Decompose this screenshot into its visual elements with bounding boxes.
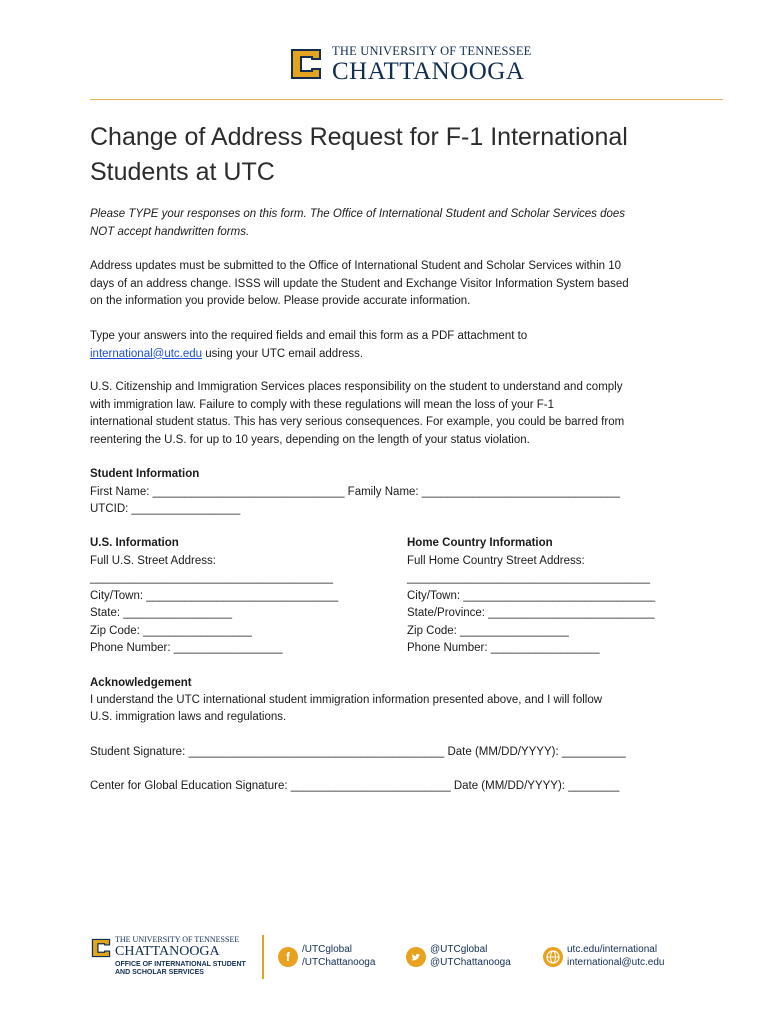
us-street-field[interactable]: ______________________________________ <box>90 572 334 584</box>
email-link[interactable]: international@utc.edu <box>90 347 203 360</box>
student-info-heading: Student Information <box>90 468 200 480</box>
ack-text-2: U.S. immigration laws and regulations. <box>90 711 287 723</box>
student-signature-field[interactable]: Student Signature: ________________________________________ Date (MM/DD/YYYY): __________ <box>90 746 626 758</box>
globe-icon <box>543 947 563 967</box>
us-city-field[interactable]: City/Town: ______________________________ <box>90 590 339 602</box>
name-fields[interactable]: First Name: ______________________________ Family Name: _______________________________ <box>90 486 621 498</box>
footer-logo-chattanooga: CHATTANOOGA <box>115 944 220 959</box>
us-phone-field[interactable]: Phone Number: _________________ <box>90 642 283 654</box>
page-title: Change of Address Request for F-1 International Students at UTC <box>90 123 628 186</box>
home-phone-field[interactable]: Phone Number: _________________ <box>407 642 600 654</box>
footer-divider <box>262 935 264 979</box>
ack-text-1: I understand the UTC international student immigration information presented above, and I will follow <box>90 694 603 706</box>
utc-c-logo-icon <box>288 46 324 82</box>
logo-university-text: THE UNIVERSITY OF TENNESSEE <box>332 44 532 58</box>
logo-chattanooga-text: CHATTANOOGA <box>332 58 525 85</box>
footer-logo-office: OFFICE OF INTERNATIONAL STUDENT AND SCHOLAR SERVICES <box>115 961 246 976</box>
home-info-heading: Home Country Information <box>407 537 553 549</box>
us-state-field[interactable]: State: _________________ <box>90 607 232 619</box>
footer-logo-university: THE UNIVERSITY OF TENNESSEE <box>115 935 240 944</box>
utcid-field[interactable]: UTCID: _________________ <box>90 503 241 515</box>
footer-utc-c-logo-icon <box>90 937 112 959</box>
utc-logo <box>288 44 538 86</box>
header-divider <box>90 99 723 100</box>
paragraph-deadline: Address updates must be submitted to the Office of International Student and Scholar Services within 10 days of an address change. ISSS will update the Student and Exchange Visitor Information System based on the information you provide below. Please provide accurate information. <box>90 260 629 307</box>
paragraph-instructions: Type your answers into the required fields and email this form as a PDF attachment to international@utc.edu using your UTC email address. <box>90 330 528 360</box>
facebook-icon: f <box>278 947 298 967</box>
us-street-label: Full U.S. Street Address: <box>90 555 216 567</box>
intro-notice: Please TYPE your responses on this form. The Office of International Student and Scholar Services does NOT accept handwritten forms. <box>90 208 626 238</box>
home-street-label: Full Home Country Street Address: <box>407 555 585 567</box>
home-zip-field[interactable]: Zip Code: _________________ <box>407 625 569 637</box>
us-zip-field[interactable]: Zip Code: _________________ <box>90 625 252 637</box>
paragraph-warning: U.S. Citizenship and Immigration Services places responsibility on the student to understand and comply with immigration law. Failure to comply with these regulations will mean the loss of your F-1 international student status. This has very serious consequences. For example, you could be barred from reentering the U.S. for up to 10 years, depending on the length of your status violation. <box>90 381 625 446</box>
home-city-field[interactable]: City/Town: ______________________________ <box>407 590 656 602</box>
home-street-field[interactable]: ______________________________________ <box>407 572 651 584</box>
home-state-field[interactable]: State/Province: __________________________ <box>407 607 655 619</box>
twitter-icon <box>406 947 426 967</box>
us-info-heading: U.S. Information <box>90 537 179 549</box>
center-signature-field[interactable]: Center for Global Education Signature: _________________________ Date (MM/DD/YYYY): ________ <box>90 780 620 792</box>
footer: THE UNIVERSITY OF TENNESSEE CHATTANOOGA OFFICE OF INTERNATIONAL STUDENT AND SCHOLAR SERVICES f /UTCglobal /UTChattanooga @UTCglobal @UTChattanooga utc.edu/international international@utc.edu <box>90 935 690 981</box>
ack-heading: Acknowledgement <box>90 677 192 689</box>
